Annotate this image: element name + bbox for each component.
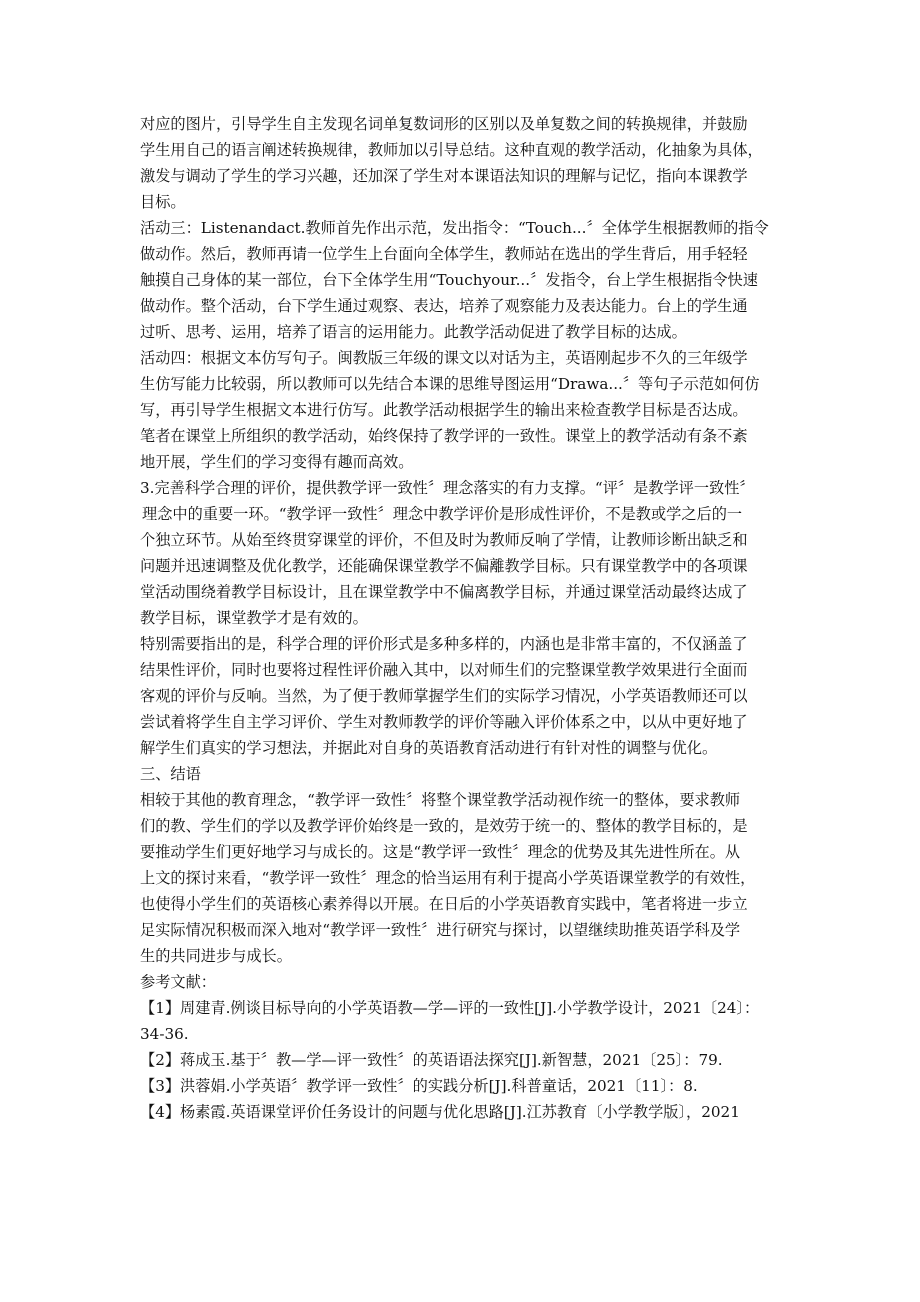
paragraph-line: 上文的探讨来看，“教学评一致性〞理念的恰当运用有利于提高小学英语课堂教学的有效性， — [140, 869, 756, 887]
paragraph-line: 客观的评价与反响。当然，为了便于教师掌握学生们的实际学习情况，小学英语教师还可以 — [140, 687, 748, 705]
paragraph-line: 堂活动围绕着教学目标设计，且在课堂教学中不偏离教学目标，并通过课堂活动最终达成了 — [140, 583, 748, 601]
paragraph-line: 过听、思考、运用，培养了语言的运用能力。此教学活动促进了教学目标的达成。 — [140, 323, 687, 341]
paragraph-line: 解学生们真实的学习想法，并据此对自身的英语教育活动进行有针对性的调整与优化。 — [140, 739, 718, 757]
paragraph-line: 地开展，学生们的学习变得有趣而高效。 — [140, 453, 414, 471]
paragraph-line: 学生用自己的语言阐述转换规律，教师加以引导总结。这种直观的教学活动，化抽象为具体， — [140, 141, 763, 159]
paragraph-line: 个独立环节。从始至终贯穿课堂的评价，不但及时为教师反响了学情，让教师诊断出缺乏和 — [140, 531, 748, 549]
paragraph-line: 也使得小学生们的英语核心素养得以开展。在日后的小学英语教育实践中，笔者将进一步立 — [140, 895, 748, 913]
paragraph-line: 活动四：根据文本仿写句子。闽教版三年级的课文以对话为主，英语刚起步不久的三年级学 — [140, 349, 748, 367]
paragraph-line: 尝试着将学生自主学习评价、学生对教师教学的评价等融入评价体系之中，以从中更好地了 — [140, 713, 748, 731]
paragraph-line: 触摸自己身体的某一部位，台下全体学生用“Touchyour...〞发指令，台上学生根据指令快速 — [140, 271, 758, 289]
section-heading: 三、结语 — [140, 765, 201, 783]
paragraph-line: 足实际情况积极而深入地对“教学评一致性〞进行研究与探讨，以望继续助推英语学科及学 — [140, 921, 741, 939]
paragraph-line: 们的教、学生们的学以及教学评价始终是一致的，是效劳于统一的、整体的教学目标的，是 — [140, 817, 748, 835]
reference-item: 【1】周建青.例谈目标导向的小学英语教—学—评的一致性[J].小学教学设计，2021〔24〕： — [140, 999, 760, 1017]
paragraph-line: 结果性评价，同时也要将过程性评价融入其中，以对师生们的完整课堂教学效果进行全面而 — [140, 661, 748, 679]
references-heading: 参考文献： — [140, 973, 216, 991]
paragraph-line: 做动作。然后，教师再请一位学生上台面向全体学生，教师站在选出的学生背后，用手轻轻 — [140, 245, 748, 263]
paragraph-line: 特别需要指出的是，科学合理的评价形式是多种多样的，内涵也是非常丰富的，不仅涵盖了 — [140, 635, 748, 653]
paragraph-line: 生仿写能力比较弱，所以教师可以先结合本课的思维导图运用“Drawa...〞等句子示范如何仿 — [140, 375, 760, 393]
reference-item: 【3】洪蓉娟.小学英语〞教学评一致性〞的实践分析[J].科普童话，2021〔11〕：8. — [140, 1077, 698, 1095]
document-page — [140, 111, 780, 1125]
paragraph-line: 写，再引导学生根据文本进行仿写。此教学活动根据学生的输出来检查教学目标是否达成。 — [140, 401, 748, 419]
paragraph-line: 教学目标，课堂教学才是有效的。 — [140, 609, 368, 627]
paragraph-line: 3.完善科学合理的评价，提供教学评一致性〞理念落实的有力支撑。“评〞是教学评一致性〞 — [140, 479, 755, 497]
paragraph-line: 理念中的重要一环。“教学评一致性〞理念中教学评价是形成性评价，不是教或学之后的一 — [142, 505, 743, 523]
paragraph-line: 生的共同进步与成长。 — [140, 947, 292, 965]
reference-item: 【2】蒋成玉.基于〞教—学—评一致性〞的英语语法探究[J].新智慧，2021〔25〕：79. — [140, 1051, 723, 1069]
paragraph-line: 笔者在课堂上所组织的教学活动，始终保持了教学评的一致性。课堂上的教学活动有条不紊 — [140, 427, 748, 445]
paragraph-line: 对应的图片，引导学生自主发现名词单复数词形的区别以及单复数之间的转换规律，并鼓励 — [140, 115, 748, 133]
paragraph-line: 问题并迅速调整及优化教学，还能确保课堂教学不偏離教学目标。只有课堂教学中的各项课 — [140, 557, 748, 575]
paragraph-line: 目标。 — [140, 193, 186, 211]
paragraph-line: 要推动学生们更好地学习与成长的。这是“教学评一致性〞理念的优势及其先进性所在。从 — [140, 843, 741, 861]
paragraph-line: 做动作。整个活动，台下学生通过观察、表达，培养了观察能力及表达能力。台上的学生通 — [140, 297, 748, 315]
reference-item: 【4】杨素霞.英语课堂评价任务设计的问题与优化思路[J].江苏教育〔小学教学版〕，2021 — [140, 1103, 740, 1121]
paragraph-line: 活动三：Listenandact.教师首先作出示范，发出指令：“Touch...〞全体学生根据教师的指令 — [140, 219, 769, 237]
paragraph-line: 相较于其他的教育理念，“教学评一致性〞将整个课堂教学活动视作统一的整体，要求教师 — [140, 791, 741, 809]
paragraph-line: 激发与调动了学生的学习兴趣，还加深了学生对本课语法知识的理解与记忆，指向本课教学 — [140, 167, 748, 185]
reference-item: 34-36. — [140, 1025, 189, 1043]
